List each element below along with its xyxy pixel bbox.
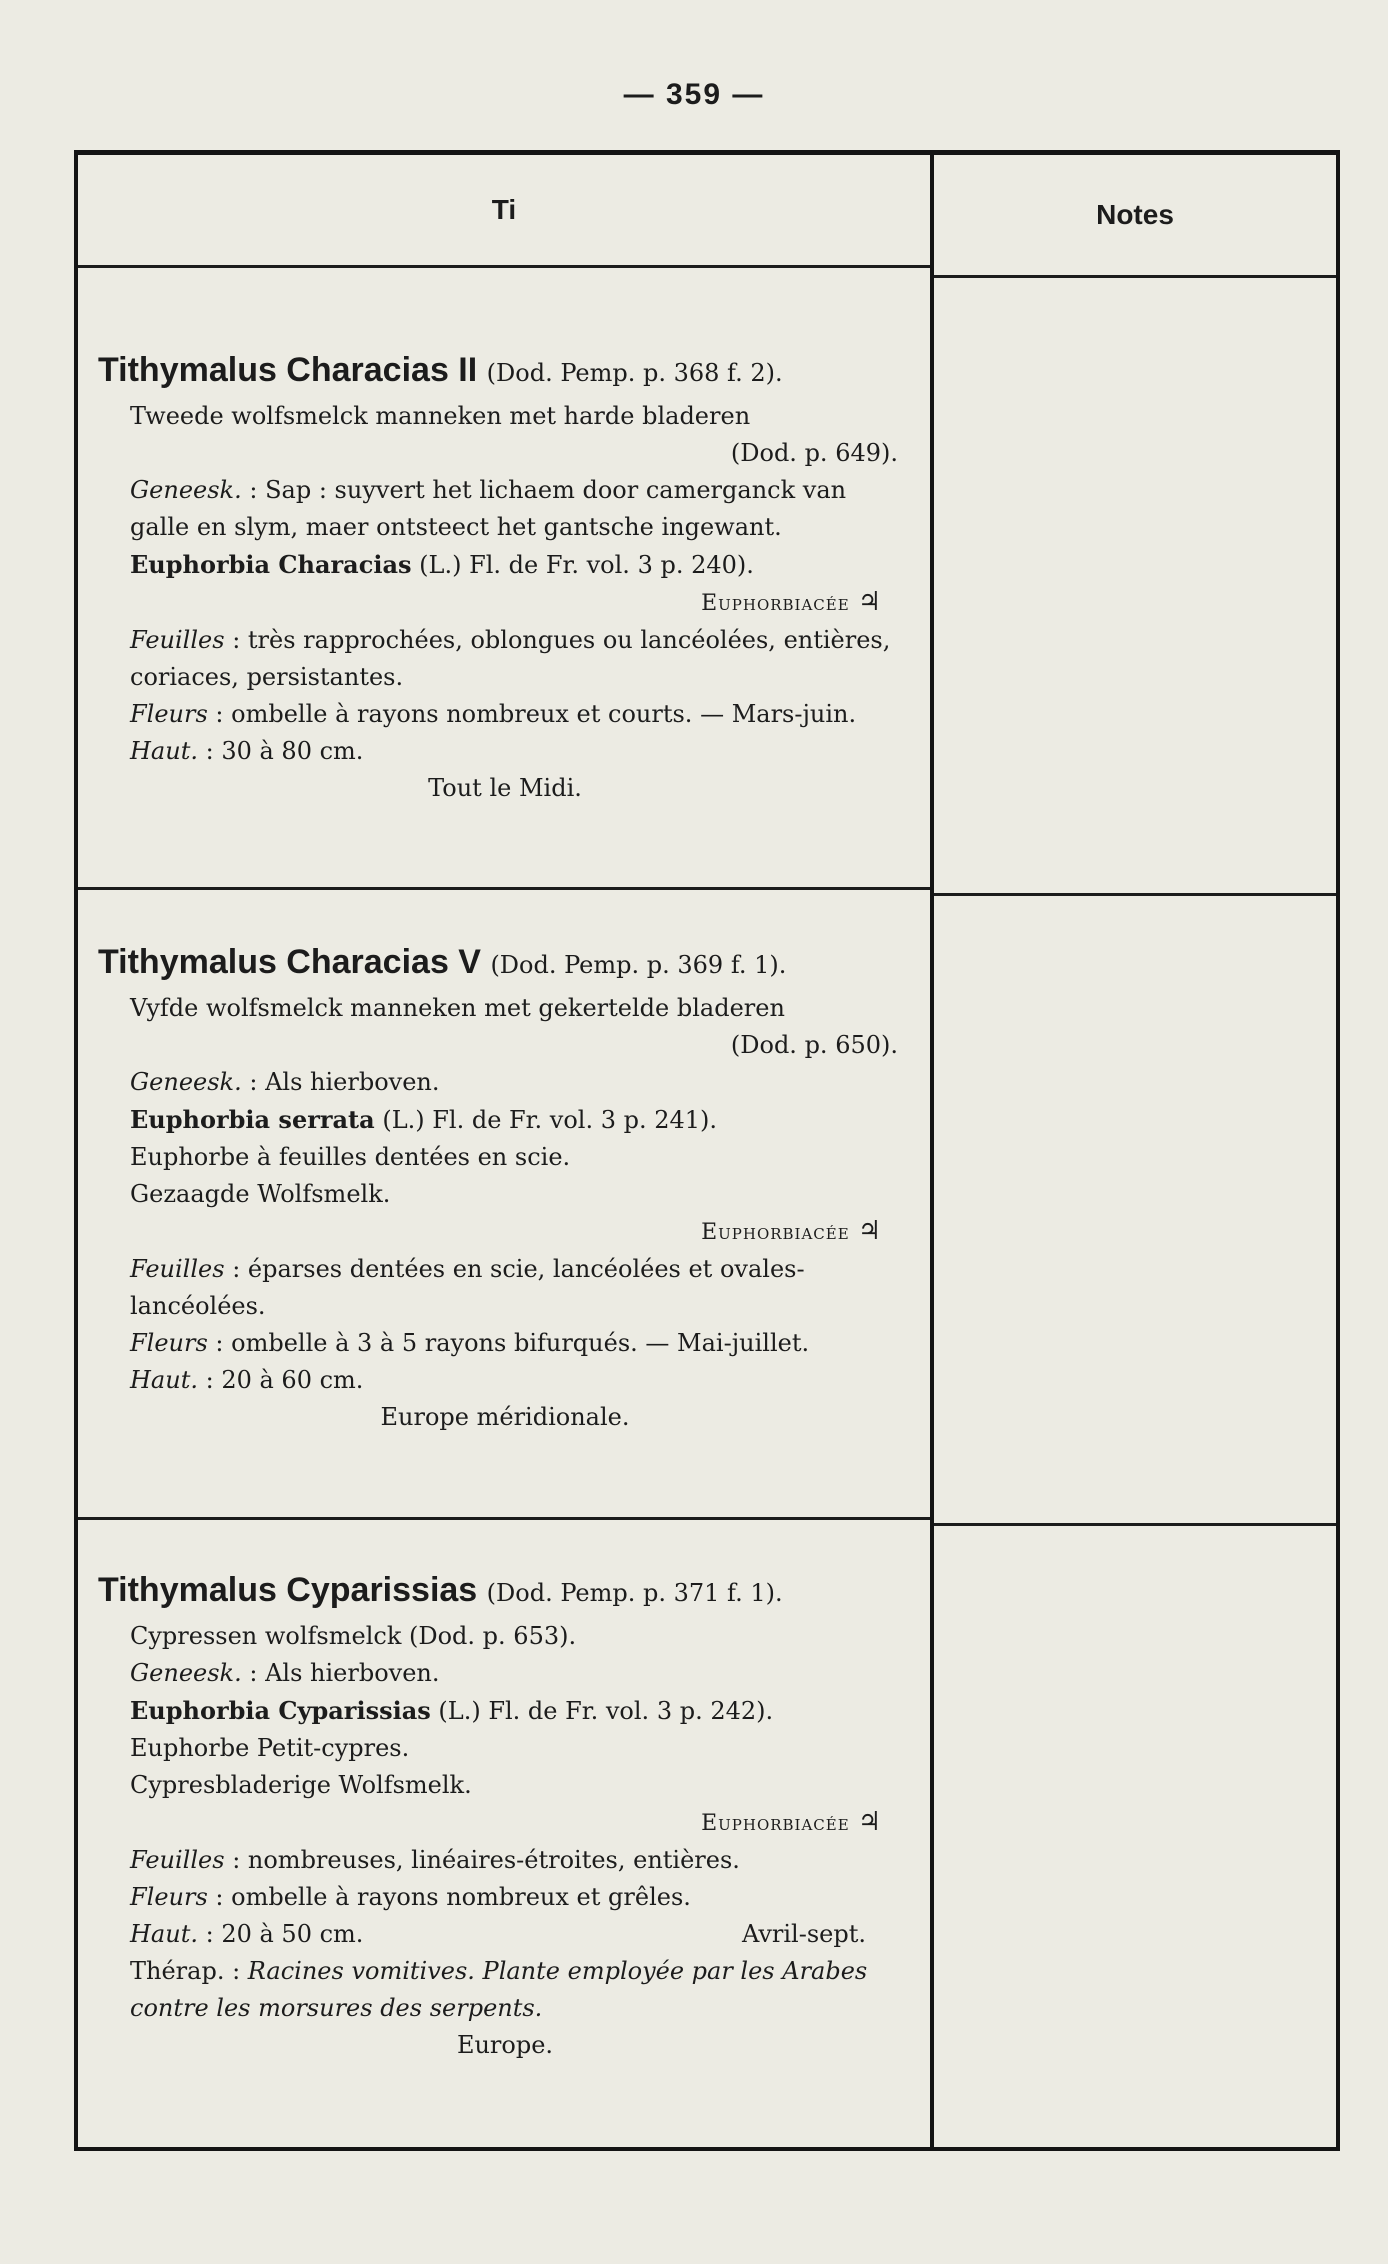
dutch-common-name: Gezaagde Wolfsmelk. xyxy=(130,1180,391,1208)
dutch-reference: (Dod. p. 650). xyxy=(730,1031,898,1059)
entry-rule xyxy=(78,1517,930,1520)
latin-name-line: Euphorbia serrata (L.) Fl. de Fr. vol. 3 p. 241). xyxy=(130,1105,718,1134)
family-line: Euphorbiacée ♃ xyxy=(701,587,882,617)
species-title: Tithymalus Characias V (Dod. Pemp. p. 369 f. 1). xyxy=(98,943,787,981)
fleurs-line: Fleurs : ombelle à 3 à 5 rayons bifurqués. — Mai-juillet. xyxy=(130,1329,810,1357)
haut-line: Haut. : 20 à 60 cm. xyxy=(130,1366,364,1394)
haut-line: Haut. : 20 à 50 cm. Avril-sept. xyxy=(98,1916,912,1953)
species-entry xyxy=(98,937,912,1436)
family-line: Euphorbiacée ♃ xyxy=(701,1216,882,1246)
species-title: Tithymalus Cyparissias (Dod. Pemp. p. 371 f. 1). xyxy=(98,1571,783,1609)
haut-line: Haut. : 30 à 80 cm. xyxy=(130,737,364,765)
plant-table xyxy=(74,150,1340,2151)
notes-column xyxy=(934,155,1336,2147)
dutch-reference: (Dod. p. 649). xyxy=(730,439,898,467)
flowering-period: Avril-sept. xyxy=(741,1920,866,1948)
dutch-common-name: Cypresbladerige Wolfsmelk. xyxy=(130,1771,472,1799)
header-rule xyxy=(934,275,1336,278)
region: Europe. xyxy=(456,2031,554,2059)
species-entry xyxy=(98,1565,912,2064)
species-column-header: Ti xyxy=(491,194,517,225)
fleurs-line: Fleurs : ombelle à rayons nombreux et courts. — Mars-juin. xyxy=(130,700,857,728)
perennial-symbol: ♃ xyxy=(857,587,882,617)
family-line: Euphorbiacée ♃ xyxy=(701,1807,882,1837)
page-number: — 359 — xyxy=(623,78,765,111)
feuilles-line: Feuilles : très rapprochées, oblongues ou lancéolées, entières, coriaces, persistantes. xyxy=(130,626,891,691)
perennial-symbol: ♃ xyxy=(857,1807,882,1837)
entry-rule xyxy=(78,887,930,890)
dutch-name: Tweede wolfsmelck manneken met harde bladeren xyxy=(130,402,751,430)
fleurs-line: Fleurs : ombelle à rayons nombreux et grêles. xyxy=(130,1883,691,1911)
notes-rule xyxy=(934,893,1336,896)
latin-name-line: Euphorbia Cyparissias (L.) Fl. de Fr. vol. 3 p. 242). xyxy=(130,1696,774,1725)
notes-column-header: Notes xyxy=(1096,199,1174,230)
french-name: Euphorbe Petit-cypres. xyxy=(130,1734,410,1762)
feuilles-line: Feuilles : éparses dentées en scie, lancéolées et ovales-lancéolées. xyxy=(130,1255,805,1320)
perennial-symbol: ♃ xyxy=(857,1216,882,1246)
french-name: Euphorbe à feuilles dentées en scie. xyxy=(130,1143,571,1171)
dutch-name: Cypressen wolfsmelck (Dod. p. 653). xyxy=(130,1622,577,1650)
species-entry xyxy=(98,345,912,807)
region: Tout le Midi. xyxy=(428,774,582,802)
species-column xyxy=(78,155,930,2147)
geneesk-line: Geneesk. : Sap : suyvert het lichaem door camerganck van galle en slym, maer ontsteect het gantsche ingewant. xyxy=(130,476,847,541)
geneesk-line: Geneesk. : Als hierboven. xyxy=(130,1659,440,1687)
region: Europe méridionale. xyxy=(380,1403,630,1431)
notes-rule xyxy=(934,1523,1336,1526)
species-title: Tithymalus Characias II (Dod. Pemp. p. 368 f. 2). xyxy=(98,351,783,389)
dutch-name: Vyfde wolfsmelck manneken met gekertelde bladeren xyxy=(130,994,785,1022)
header-rule xyxy=(78,265,930,268)
latin-name-line: Euphorbia Characias (L.) Fl. de Fr. vol. 3 p. 240). xyxy=(130,550,754,579)
therap-line: Thérap. : Racines vomitives. Plante employée par les Arabes contre les morsures des serpents. xyxy=(130,1957,868,2022)
feuilles-line: Feuilles : nombreuses, linéaires-étroites, entières. xyxy=(130,1846,740,1874)
geneesk-line: Geneesk. : Als hierboven. xyxy=(130,1068,440,1096)
